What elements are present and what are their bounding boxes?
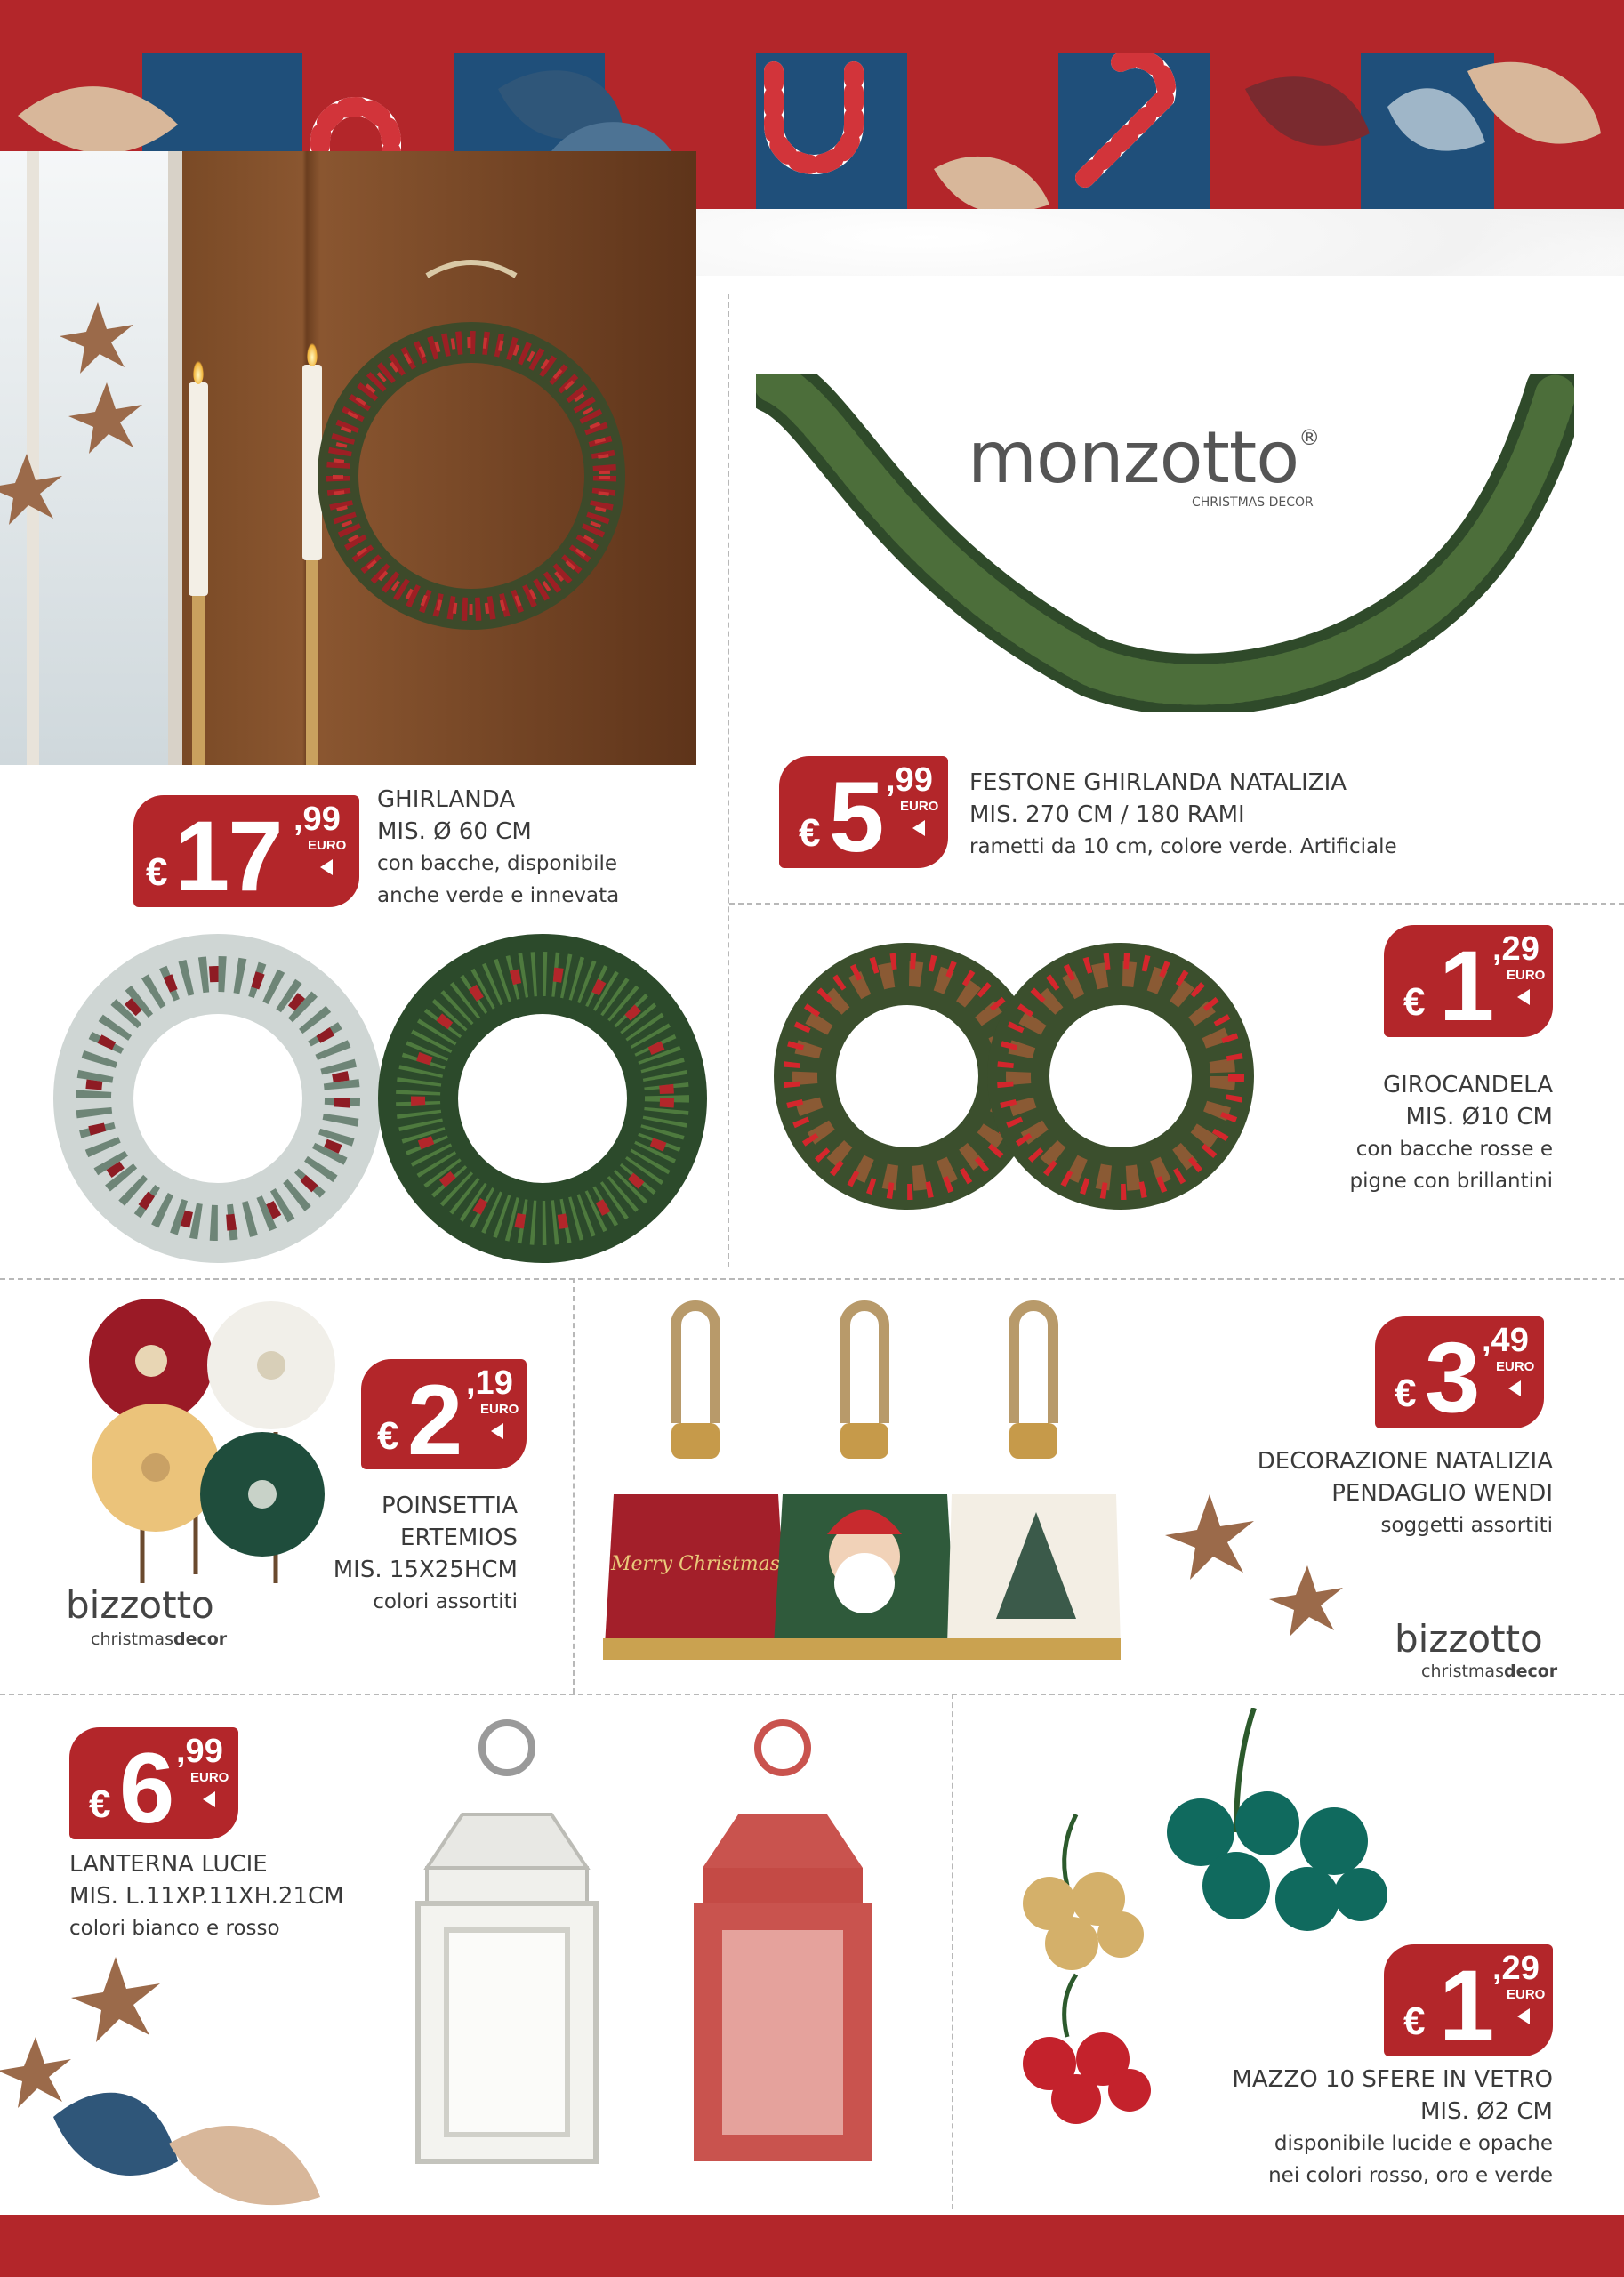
berry-wreath-image (0, 151, 696, 765)
hanging-bells-image (587, 1290, 1121, 1681)
product-desc: con bacche, disponibile (377, 852, 618, 875)
euro-sign: € (1395, 1372, 1417, 1415)
euro-sign: € (89, 1782, 111, 1826)
wreath-door-photo (0, 151, 696, 765)
divider (729, 903, 1624, 905)
euro-sign: € (1403, 1999, 1426, 2043)
star-anise-icon (1138, 1476, 1370, 1654)
currency-label: EURO (1496, 1359, 1535, 1374)
price-decimals: ,99 (886, 761, 933, 799)
product-title: GIROCANDELA (1382, 1072, 1553, 1098)
currency-label: EURO (308, 838, 347, 853)
price-decimals: ,19 (466, 1364, 513, 1402)
bizzotto-subtitle: christmasdecor (1421, 1661, 1558, 1681)
product-title: GHIRLANDA (377, 786, 516, 813)
product-desc: rametti da 10 cm, colore verde. Artificiale (969, 835, 1397, 858)
product-text-sfere (1165, 2064, 1553, 2192)
price-badge-lanterna (69, 1727, 238, 1844)
euro-sign: € (1403, 980, 1426, 1024)
price-badge-ghirlanda (133, 795, 359, 912)
price-badge-festone (779, 756, 948, 873)
product-size: MIS. Ø 60 CM (377, 818, 532, 845)
wreaths-image (44, 929, 720, 1267)
product-text-poinsettia (267, 1490, 518, 1618)
price-integer: 3 (1425, 1322, 1479, 1433)
corner-holly-decoration (0, 1895, 356, 2215)
price-integer: 6 (119, 1733, 173, 1844)
currency-label: EURO (480, 1402, 519, 1417)
currency-label: EURO (1507, 968, 1546, 983)
pine-garland-image (756, 374, 1574, 712)
product-title: PENDAGLIO WENDI (1331, 1480, 1553, 1507)
price-decimals: ,99 (176, 1733, 223, 1770)
price-integer: 17 (174, 801, 282, 912)
price-integer: 2 (407, 1364, 462, 1476)
price-integer: 5 (829, 761, 883, 873)
product-desc: nei colori rosso, oro e verde (1268, 2164, 1553, 2187)
currency-label: EURO (190, 1770, 229, 1785)
product-size: MIS. 15X25HCM (333, 1557, 518, 1583)
triangle-icon (320, 859, 333, 875)
price-integer: 1 (1439, 1950, 1493, 2061)
divider (0, 1694, 1624, 1695)
price-badge-poinsettia (361, 1359, 527, 1476)
price-decimals: ,49 (1482, 1322, 1529, 1359)
product-text-ghirlanda (377, 784, 679, 912)
registered-mark: ® (1298, 425, 1320, 450)
monzotto-subtitle: CHRISTMAS DECOR (1192, 495, 1314, 510)
triangle-icon (912, 820, 925, 836)
product-title: FESTONE GHIRLANDA NATALIZIA (969, 769, 1347, 796)
product-desc: pigne con brillantini (1349, 1170, 1553, 1193)
bizzotto-logo: bizzotto (66, 1583, 214, 1627)
product-size: MIS. 270 CM / 180 RAMI (969, 801, 1245, 828)
bizzotto-logo: bizzotto (1395, 1617, 1543, 1661)
divider (728, 294, 729, 1267)
product-desc: disponibile lucide e opache (1274, 2132, 1553, 2155)
product-desc: colori assortiti (373, 1590, 518, 1613)
price-badge-sfere (1384, 1944, 1553, 2061)
product-desc: soggetti assortiti (1380, 1514, 1553, 1537)
product-text-festone (969, 767, 1592, 863)
bell-text: Merry Christmas (611, 1553, 780, 1575)
price-decimals: ,29 (1492, 930, 1540, 968)
product-desc: con bacche rosse e (1355, 1138, 1553, 1161)
product-desc: colori bianco e rosso (69, 1917, 280, 1940)
price-decimals: ,29 (1492, 1950, 1540, 1987)
bottom-red-bar (0, 2215, 1624, 2277)
brand-name: monzotto (968, 416, 1299, 499)
product-title: POINSETTIA (382, 1493, 518, 1519)
price-decimals: ,99 (293, 801, 341, 838)
divider (952, 1694, 953, 2209)
euro-sign: € (146, 850, 168, 894)
divider (0, 1278, 1624, 1280)
product-size: MIS. L.11XP.11XH.21CM (69, 1883, 344, 1910)
product-title: DECORAZIONE NATALIZIA (1257, 1448, 1553, 1475)
product-desc: anche verde e innevata (377, 884, 620, 907)
triangle-icon (1508, 1380, 1521, 1396)
triangle-icon (1517, 989, 1530, 1005)
product-text-girocandela (1183, 1069, 1553, 1197)
triangle-icon (1517, 2008, 1530, 2024)
product-title: LANTERNA LUCIE (69, 1851, 268, 1878)
euro-sign: € (799, 811, 821, 855)
top-red-bar (0, 0, 1624, 53)
price-badge-girocandela (1384, 925, 1553, 1042)
euro-sign: € (377, 1414, 399, 1458)
product-title: MAZZO 10 SFERE IN VETRO (1232, 2066, 1553, 2093)
currency-label: EURO (1507, 1987, 1546, 2002)
bizzotto-subtitle: christmasdecor (91, 1629, 228, 1649)
divider (573, 1278, 575, 1694)
snow-edge (623, 209, 1624, 276)
product-size: MIS. Ø10 CM (1405, 1104, 1553, 1130)
product-title: ERTEMIOS (400, 1525, 518, 1551)
triangle-icon (491, 1423, 503, 1439)
price-badge-pendaglio (1375, 1316, 1544, 1433)
product-size: MIS. Ø2 CM (1420, 2098, 1553, 2125)
currency-label: EURO (900, 799, 939, 814)
lanterns-image (365, 1708, 952, 2206)
triangle-icon (203, 1791, 215, 1807)
price-integer: 1 (1439, 930, 1493, 1042)
